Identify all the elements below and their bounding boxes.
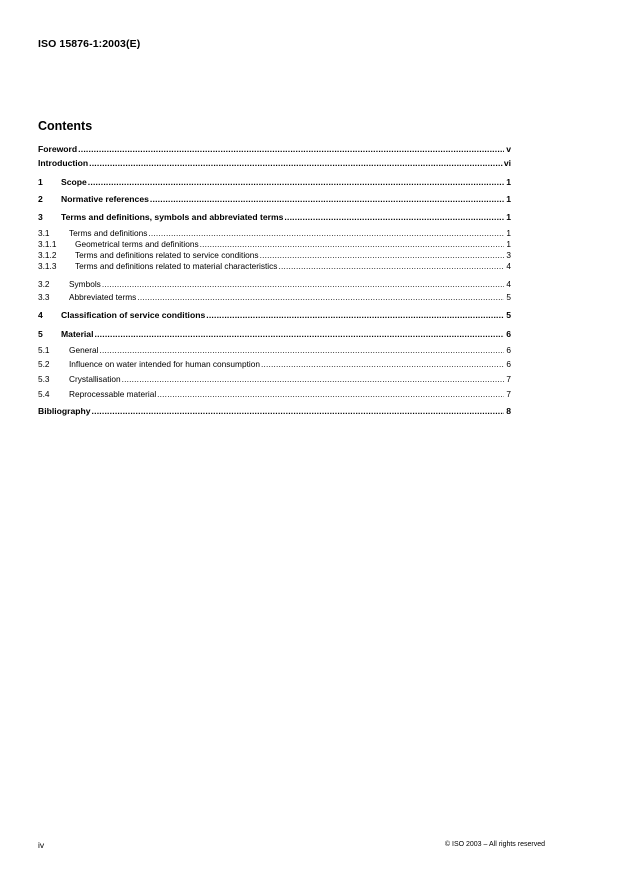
toc-entry-title: Material xyxy=(61,329,94,339)
toc-dot-leader xyxy=(92,406,504,416)
toc-entry-number: 2 xyxy=(38,194,43,204)
toc-dot-leader xyxy=(150,194,504,204)
toc-entry-number: 5 xyxy=(38,329,43,339)
toc-entry-title: Abbreviated terms xyxy=(69,292,137,302)
toc-entry[interactable] xyxy=(38,192,511,204)
toc-entry-page: 4 xyxy=(506,279,511,289)
toc-entry-title: Bibliography xyxy=(38,406,91,416)
toc-entry-page: 6 xyxy=(506,345,511,355)
toc-entry-title: Classification of service conditions xyxy=(61,310,206,320)
toc-entry-page: 6 xyxy=(506,359,511,369)
toc-entry-number: 1 xyxy=(38,177,43,187)
toc-dot-leader xyxy=(284,212,504,222)
toc-entry-title: Scope xyxy=(61,177,87,187)
toc-entry-page: 6 xyxy=(506,329,511,339)
toc-dot-leader xyxy=(89,158,503,168)
toc-dot-leader xyxy=(94,329,504,339)
toc-entry[interactable] xyxy=(38,357,511,369)
toc-entry-title: Crystallisation xyxy=(69,374,121,384)
toc-entry-title: Introduction xyxy=(38,158,89,168)
toc-entry[interactable] xyxy=(38,277,511,289)
toc-dot-leader xyxy=(261,359,504,369)
toc-entry-page: 1 xyxy=(506,239,511,249)
toc-dot-leader xyxy=(122,374,504,384)
toc-entry-page: 4 xyxy=(506,261,511,271)
toc-entry[interactable] xyxy=(38,343,511,355)
toc-entry-page: 1 xyxy=(506,228,511,238)
toc-entry-title: Influence on water intended for human consumption xyxy=(69,359,260,369)
toc-entry[interactable] xyxy=(38,308,511,320)
toc-entry-title: Terms and definitions related to service conditions xyxy=(75,250,259,260)
toc-entry[interactable] xyxy=(38,372,511,384)
toc-dot-leader xyxy=(206,310,504,320)
toc-entry-page: vi xyxy=(503,158,511,168)
toc-dot-leader xyxy=(88,177,504,187)
toc-entry[interactable] xyxy=(38,142,511,154)
toc-dot-leader xyxy=(100,345,504,355)
toc-entry-page: 3 xyxy=(506,250,511,260)
toc-entry-page: 8 xyxy=(506,406,511,416)
toc-entry-page: 7 xyxy=(506,389,511,399)
toc-entry-number: 3.1.1 xyxy=(38,239,57,249)
document-id: ISO 15876-1:2003(E) xyxy=(38,38,141,50)
footer-page-number: iv xyxy=(38,840,45,850)
toc-entry-number: 3.1 xyxy=(38,228,50,238)
toc-entry-title: Terms and definitions, symbols and abbreviated terms xyxy=(61,212,284,222)
toc-entry[interactable] xyxy=(38,290,511,302)
toc-entry-title: Normative references xyxy=(61,194,149,204)
toc-entry-page: 1 xyxy=(506,212,511,222)
toc-entry-page: 1 xyxy=(506,194,511,204)
toc-entry-page: 7 xyxy=(506,374,511,384)
toc-entry-number: 5.2 xyxy=(38,359,50,369)
toc-entry-title: Symbols xyxy=(69,279,101,289)
toc-entry-page: 5 xyxy=(506,292,511,302)
toc-entry-title: Geometrical terms and definitions xyxy=(75,239,199,249)
toc-entry-title: Terms and definitions related to material characteristics xyxy=(75,261,278,271)
toc-dot-leader xyxy=(157,389,504,399)
toc-entry-page: v xyxy=(506,144,511,154)
toc-entry[interactable] xyxy=(38,210,511,222)
toc-entry[interactable] xyxy=(38,259,511,271)
toc-entry-number: 3 xyxy=(38,212,43,222)
toc-entry-title: General xyxy=(69,345,99,355)
toc-entry-number: 3.2 xyxy=(38,279,50,289)
toc-entry-page: 1 xyxy=(506,177,511,187)
contents-heading: Contents xyxy=(38,119,93,133)
toc-entry-number: 5.4 xyxy=(38,389,50,399)
toc-dot-leader xyxy=(137,292,504,302)
toc-dot-leader xyxy=(102,279,504,289)
toc-entry-title: Reprocessable material xyxy=(69,389,157,399)
toc-entry-number: 3.3 xyxy=(38,292,50,302)
toc-entry-page: 5 xyxy=(506,310,511,320)
toc-entry-title: Terms and definitions xyxy=(69,228,148,238)
toc-entry[interactable] xyxy=(38,175,511,187)
toc-dot-leader xyxy=(78,144,504,154)
toc-entry[interactable] xyxy=(38,327,511,339)
toc-entry-number: 3.1.3 xyxy=(38,261,57,271)
toc-entry-number: 5.3 xyxy=(38,374,50,384)
toc-entry-number: 5.1 xyxy=(38,345,50,355)
toc-entry[interactable] xyxy=(38,387,511,399)
toc-entry-number: 4 xyxy=(38,310,43,320)
footer-copyright: © ISO 2003 – All rights reserved xyxy=(444,841,545,848)
toc-entry-number: 3.1.2 xyxy=(38,250,57,260)
toc-entry[interactable] xyxy=(38,404,511,416)
toc-entry[interactable] xyxy=(38,156,511,168)
toc-dot-leader xyxy=(278,261,504,271)
toc-entry-title: Foreword xyxy=(38,144,78,154)
